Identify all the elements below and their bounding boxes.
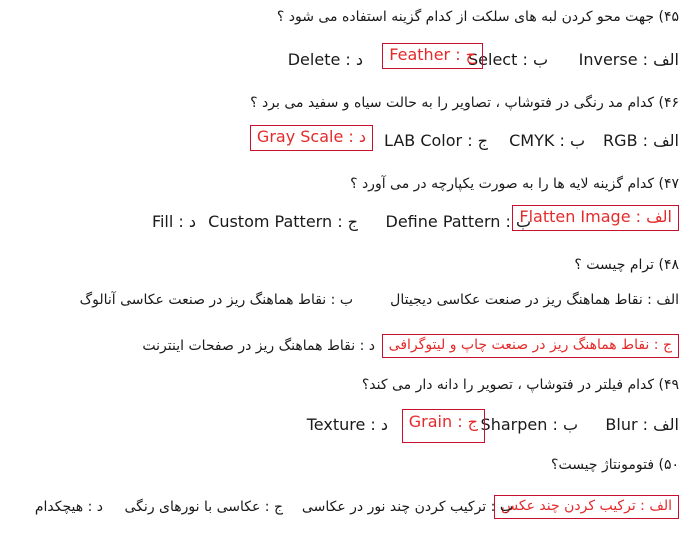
q46-option-be: ب : CMYK	[509, 131, 585, 150]
q49-option-alef: الف : Blur	[605, 415, 679, 434]
q45-option-be: ب : Select	[468, 50, 548, 69]
q48-option-be: ب : نقاط هماهنگ ریز در صنعت عکاسی آنالوگ	[79, 292, 353, 308]
q46-option-dal-answer	[250, 125, 373, 151]
question-46: ۴۶) کدام مد رنگی در فتوشاپ ، تصاویر را به حالت سیاه و سفید می برد ؟	[250, 95, 679, 111]
q45-option-alef: الف : Inverse	[578, 50, 679, 69]
q50-answer-box: الف : ترکیب کردن چند عکس	[494, 495, 679, 519]
q45-option-dal: د : Delete	[287, 50, 363, 69]
question-49: ۴۹) کدام فیلتر در فتوشاپ ، تصویر را دانه دار می کند؟	[361, 377, 679, 393]
q48-answer-box: ج : نقاط هماهنگ ریز در صنعت چاپ و لیتوگرافی	[382, 334, 679, 358]
q49-option-be: ب : Sharpen	[480, 415, 578, 434]
q46-option-alef: الف : RGB	[603, 131, 679, 150]
q47-option-alef-answer	[512, 205, 679, 231]
q45-option-jim-answer	[382, 43, 483, 69]
question-50: ۵۰) فتومونتاژ چیست؟	[551, 457, 679, 473]
q45-answer-box: ج : Feather	[382, 43, 483, 69]
q47-option-jim: ج : Custom Pattern	[208, 212, 358, 231]
q46-answer-box: د : Gray Scale	[250, 125, 373, 151]
q50-option-dal: د : هیچکدام	[34, 499, 103, 515]
q48-option-jim-answer	[382, 334, 679, 358]
q46-option-jim: ج : LAB Color	[384, 131, 488, 150]
q50-option-jim: ج : عکاسی با نورهای رنگی	[124, 499, 283, 515]
question-48: ۴۸) ترام چیست ؟	[574, 257, 679, 273]
q49-option-jim-answer	[402, 409, 485, 443]
q47-answer-box: الف : Flatten Image	[512, 205, 679, 231]
question-45: ۴۵) جهت محو کردن لبه های سلکت از کدام گزینه استفاده می شود ؟	[276, 9, 679, 25]
q48-option-dal: د : نقاط هماهنگ ریز در صفحات اینترنت	[142, 338, 375, 354]
q50-option-alef-answer	[494, 495, 679, 519]
q47-option-dal: د : Fill	[151, 212, 196, 231]
question-47: ۴۷) کدام گزینه لایه ها را به صورت یکپارچه در می آورد ؟	[350, 176, 679, 192]
q49-answer-box: ج : Grain	[402, 409, 485, 443]
q50-option-be: ب : ترکیب کردن چند نور در عکاسی	[301, 499, 513, 515]
q47-option-be: ب : Define Pattern	[385, 212, 531, 231]
q49-option-dal: د : Texture	[306, 415, 388, 434]
q48-option-alef: الف : نقاط هماهنگ ریز در صنعت عکاسی دیجیتال	[390, 292, 679, 308]
